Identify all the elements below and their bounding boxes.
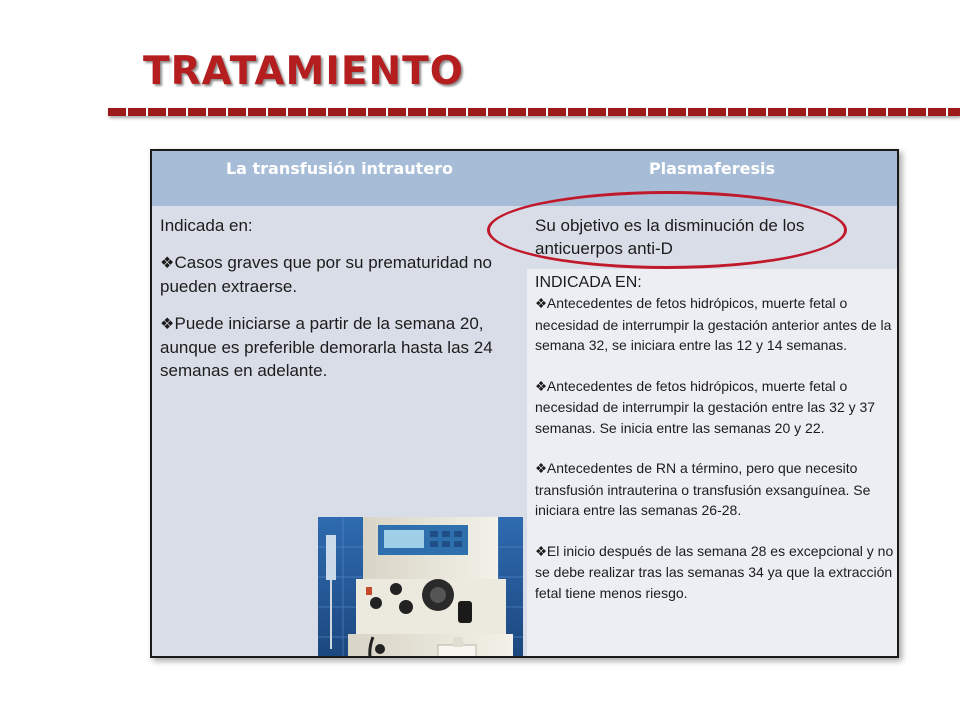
transfusion-intro: Indicada en: — [160, 216, 253, 235]
slide-title: TRATAMIENTO — [143, 49, 464, 94]
indication-text: El inicio después de las semana 28 es excepcional y no se debe realizar tras las semanas 34 ya que la extracción fetal tiene menos riesgo. — [535, 542, 894, 601]
indication-bullet-2 — [535, 376, 895, 439]
plasmaferesis-objective: Su objetivo es la disminución de los anticuerpos anti-D — [535, 216, 805, 258]
diamond-bullet-icon: ❖ — [160, 254, 175, 272]
diamond-bullet-icon: ❖ — [160, 315, 175, 333]
transfusion-bullet-1 — [160, 251, 522, 298]
plasmaferesis-indications-cell — [527, 269, 897, 656]
indication-bullet-1 — [535, 293, 895, 356]
header-plasmaferesis: Plasmaferesis — [527, 151, 897, 206]
diamond-bullet-icon: ❖ — [535, 378, 547, 394]
indication-bullet-3 — [535, 458, 895, 521]
indication-text: Antecedentes de fetos hidrópicos, muerte fetal o necesidad de interrumpir la gestación anterior antes de la semana 32, se iniciara entre las 12 y 14 semanas. — [535, 295, 892, 353]
transfusion-text — [160, 214, 522, 396]
transfusion-bullet-text: Puede iniciarse a partir de la semana 20, aunque es preferible demorarla hasta las 24 semanas en adelante. — [160, 314, 493, 380]
transfusion-bullet-2 — [160, 312, 522, 382]
indication-text: Antecedentes de RN a término, pero que necesito transfusión intrauterina o transfusión exsanguínea. Se iniciara entre las semanas 26-28. — [535, 460, 871, 518]
diamond-bullet-icon: ❖ — [535, 543, 547, 559]
title-underline — [108, 108, 960, 116]
plasmaferesis-indications — [535, 273, 895, 623]
plasmapheresis-machine-photo — [318, 517, 523, 656]
diamond-bullet-icon: ❖ — [535, 296, 547, 311]
transfusion-bullet-text: Casos graves que por su prematuridad no pueden extraerse. — [160, 253, 492, 296]
indication-bullet-4 — [535, 541, 895, 604]
indication-text: Antecedentes de fetos hidrópicos, muerte fetal o necesidad de interrumpir la gestación entre las 32 y 37 semanas. Se inicia entre las semanas 20 y 22. — [535, 377, 876, 436]
highlight-ellipse — [487, 191, 847, 269]
indications-heading: INDICADA EN: — [535, 274, 642, 291]
transfusion-column — [152, 206, 527, 656]
header-transfusion: La transfusión intrautero — [152, 151, 527, 206]
diamond-bullet-icon: ❖ — [535, 461, 547, 476]
